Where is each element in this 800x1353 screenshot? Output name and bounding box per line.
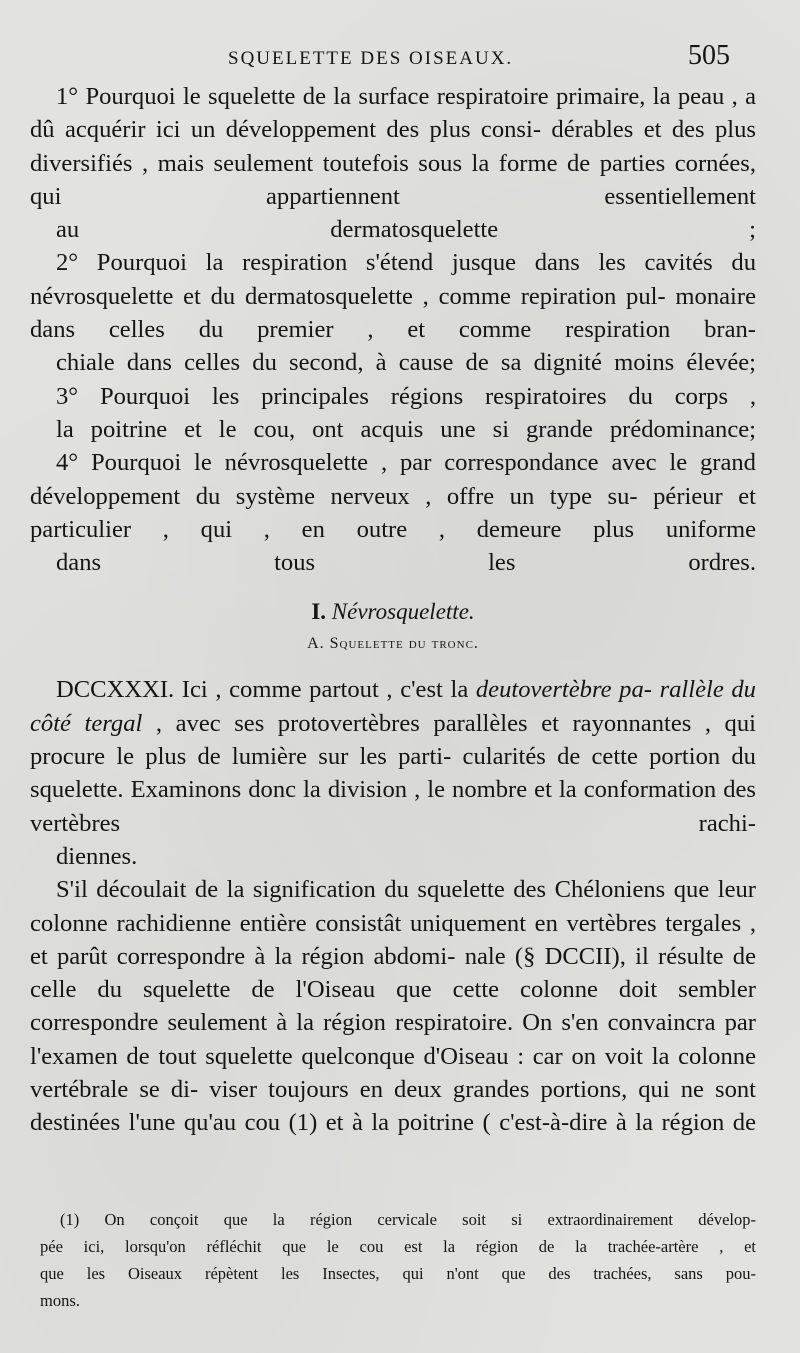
footnote-line: pée ici, lorsqu'on réfléchit que le cou est la région de la trachée-artère , et [40, 1237, 756, 1256]
body-text [30, 80, 756, 1140]
footnote [40, 1206, 756, 1314]
footnote-line: mons. [40, 1291, 80, 1310]
text-line: chiale dans celles du second, à cause de sa dignité moins élevée; [56, 349, 756, 377]
text-line: que leur colonne rachidienne entière consistât uniquement en [30, 876, 756, 937]
paragraph-dccxxxi [30, 673, 756, 873]
section-number: I. [311, 599, 327, 625]
text-line: 1° Pourquoi le squelette de la surface respiratoire primaire, [56, 83, 646, 110]
page-number: 505 [688, 40, 730, 71]
intro-point-2 [30, 246, 756, 379]
running-head [0, 40, 800, 80]
text-line: cette colonne doit sembler correspondre seulement à la région [30, 976, 756, 1037]
text-line: nale (§ DCCII), il résulte de celle du squelette de l'Oiseau que [30, 942, 756, 1004]
paragraph-cheloniens [30, 873, 756, 1139]
text-line [56, 676, 652, 703]
intro-point-4 [30, 446, 756, 579]
text-line: au dermatosquelette ; [56, 216, 756, 244]
text-line: l'une qu'au cou (1) et à la poitrine ( c'est-à-dire à la région de [128, 1109, 756, 1137]
footnote-line: (1) On conçoit que la région cervicale soit si extraordinairement dévelop- [60, 1210, 756, 1229]
text-line: respiratoire. On s'en convaincra par l'examen de tout squelette [30, 1009, 757, 1070]
text-line: viser toujours en deux grandes portions, qui ne sont destinées [30, 1076, 756, 1137]
text-line: dans tous les ordres. [56, 549, 756, 577]
section-title: Névrosquelette. [331, 599, 475, 625]
text-line: S'il découlait de la signification du squelette des Chéloniens [56, 876, 666, 904]
text-line: 2° Pourquoi la respiration s'étend jusque dans les cavités du [56, 249, 756, 277]
running-title: SQUELETTE DES OISEAUX. [228, 48, 514, 69]
text-line: 3° Pourquoi les principales régions respiratoires du corps , [56, 382, 756, 410]
text-line: monaire dans celles du premier , et comme respiration bran- [30, 282, 756, 344]
text-line: névrosquelette et du dermatosquelette , comme repiration pul- [30, 282, 666, 310]
text-line: grand développement du système nerveux , offre un type su- [30, 449, 756, 510]
text-line: et rayonnantes , qui procure le plus de lumière sur les parti- [30, 709, 756, 771]
text-line: vertèbres tergales , et parût correspondre à la région abdomi- [30, 909, 756, 970]
text-line: dérables et des plus diversifiés , mais seulement toutefois sous [30, 116, 756, 177]
text-line: 4° Pourquoi le névrosquelette , par correspondance avec le [56, 449, 688, 477]
text-line: diennes. [56, 842, 138, 870]
text-line: la forme de parties cornées, qui appartiennent essentiellement [30, 149, 756, 210]
paragraph-number-text: DCCXXXI. Ici , comme partout , c'est la [56, 676, 476, 704]
intro-point-1 [30, 80, 756, 246]
footnote-line: que les Oiseaux répètent les Insectes, qui n'ont que des trachées, sans pou- [40, 1264, 756, 1283]
subsection-heading: A. Squelette du tronc. [307, 635, 479, 653]
text-line: quelconque d'Oiseau : car on voit la colonne vertébrale se di- [30, 1042, 756, 1104]
text-line: cularités de cette portion du squelette. Examinons donc la [30, 743, 756, 804]
text-line: division , le nombre et la conformation des vertèbres rachi- [30, 776, 756, 837]
text-fragment: , avec ses protovertèbres parallèles [142, 709, 528, 737]
text-line: la peau , a dû acquérir ici un développement des plus consi- [30, 83, 756, 144]
text-line: périeur et particulier , qui , en outre , demeure plus uniforme [30, 482, 756, 543]
section-heading [30, 595, 756, 627]
italic-term: deutovertèbre pa- [475, 676, 652, 704]
text-line: la poitrine et le cou, ont acquis une si grande prédominance; [56, 415, 756, 443]
italic-term: rallèle du côté tergal [30, 676, 756, 737]
intro-point-3 [30, 380, 756, 447]
